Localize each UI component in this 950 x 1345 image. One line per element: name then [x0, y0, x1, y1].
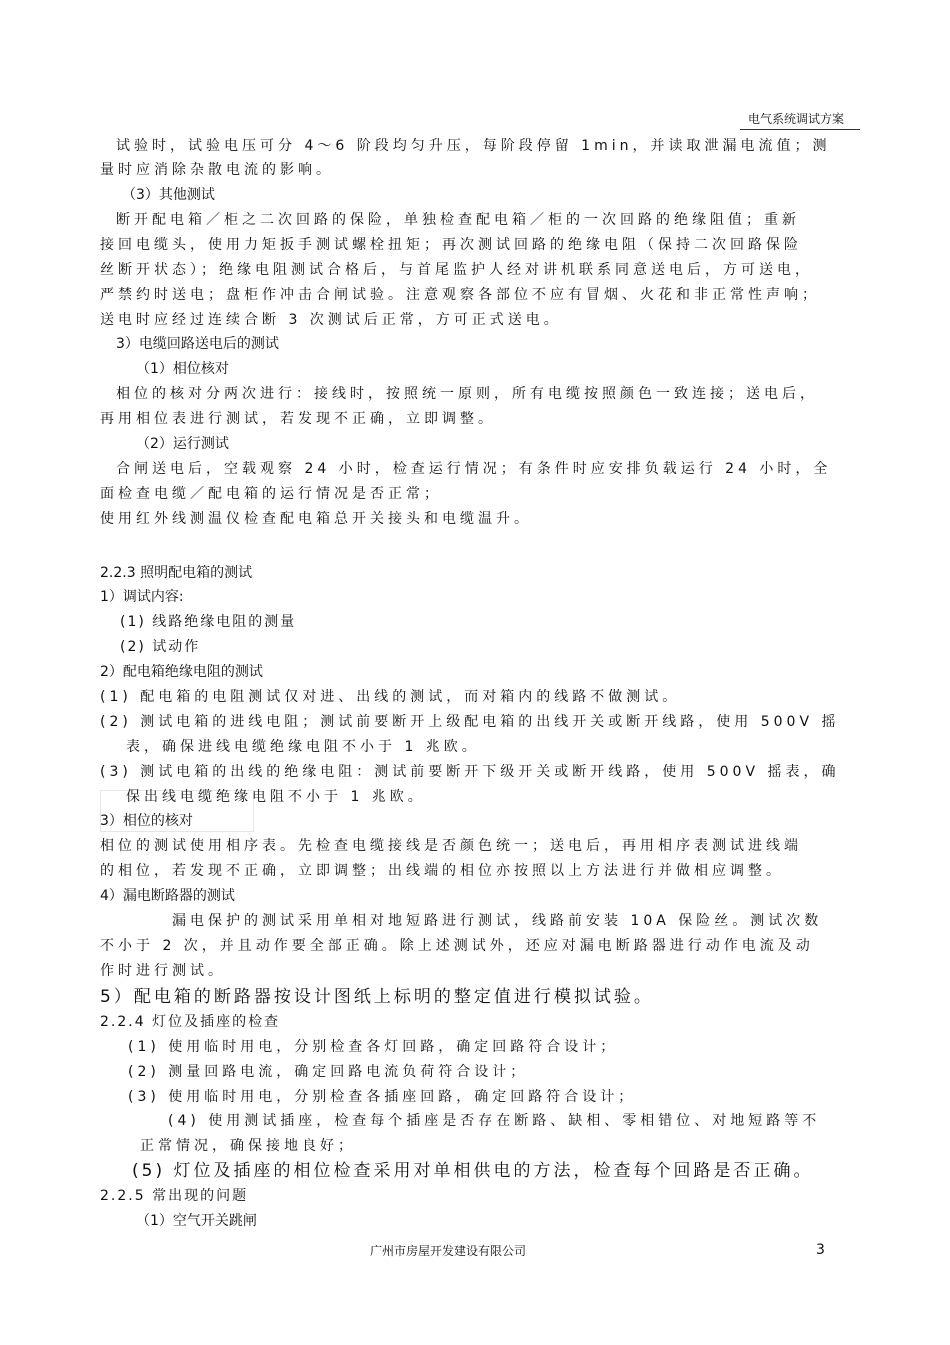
section-heading: （1）空气开关跳闸 [136, 1213, 257, 1229]
list-item: (3) 测试电箱的出线的绝缘电阻：测试前要断开下级开关或断开线路，使用 500V 摇表，确 [100, 764, 840, 780]
text-line: 严禁约时送电；盘柜作冲击合闸试验。注意观察各部位不应有冒烟、火花和非正常性声响； [100, 287, 820, 303]
text-line: 再用相位表进行测试，若发现不正确，立即调整。 [100, 411, 496, 427]
header-rule [740, 129, 860, 130]
list-item: (4) 使用测试插座，检查每个插座是否存在断路、缺相、零相错位、对地短路等不 [168, 1113, 821, 1129]
section-heading: 4）漏电断路器的测试 [100, 888, 235, 904]
section-heading: 3）相位的核对 [100, 813, 193, 829]
text-line: 送电时应经过连续合断 3 次测试后正常，方可正式送电。 [100, 312, 562, 328]
text-line: 量时应消除杂散电流的影响。 [100, 162, 334, 178]
page-number: 3 [816, 1242, 825, 1258]
text-line: 的相位，若发现不正确，立即调整；出线端的相位亦按照以上方法进行并做相应调整。 [100, 863, 784, 879]
text-line: 正常情况，确保接地良好； [140, 1138, 356, 1154]
list-item: (1) 使用临时用电，分别检查各灯回路，确定回路符合设计； [128, 1039, 619, 1055]
text-line: 保出线电缆绝缘电阻不小于 1 兆欧。 [126, 789, 426, 805]
header-title: 电气系统调试方案 [748, 112, 845, 126]
text-line: 漏电保护的测试采用单相对地短路进行测试，线路前安装 10A 保险丝。测试次数 [172, 913, 823, 929]
list-item: (3) 使用临时用电，分别检查各插座回路，确定回路符合设计； [128, 1089, 637, 1105]
text-line: 表，确保进线电缆绝缘电阻不小于 1 兆欧。 [126, 739, 480, 755]
text-line: 相位的核对分两次进行：接线时，按照统一原则，所有电缆按照颜色一致连接；送电后， [116, 386, 818, 402]
list-item: (2) 试动作 [120, 639, 201, 655]
text-line: 丝断开状态）；绝缘电阻测试合格后，与首尾监护人经对讲机联系同意送电后，方可送电， [100, 262, 813, 278]
section-heading: （2）运行测试 [136, 436, 229, 452]
text-line: 使用红外线测温仪检查配电箱总开关接头和电缆温升。 [100, 511, 532, 527]
list-item: (2) 测试电箱的进线电阻；测试前要断开上级配电箱的出线开关或断开线路，使用 500V 摇 [100, 714, 840, 730]
footer-company: 广州市房屋开发建设有限公司 [370, 1244, 527, 1258]
section-heading: 2.2.5 常出现的问题 [100, 1188, 249, 1204]
text-line: 5）配电箱的断路器按设计图纸上标明的整定值进行模拟试验。 [100, 987, 654, 1007]
list-item: (5) 灯位及插座的相位检查采用对单相供电的方法，检查每个回路是否正确。 [132, 1161, 814, 1181]
list-item: (1) 配电箱的电阻测试仅对进、出线的测试，而对箱内的线路不做测试。 [100, 689, 681, 705]
section-heading: 2.2.3 照明配电箱的测试 [100, 565, 253, 581]
text-line: 不小于 2 次，并且动作要全部正确。除上述测试外，还应对漏电断路器进行动作电流及动 [100, 938, 814, 954]
text-line: 断开配电箱／柜之二次回路的保险，单独检查配电箱／柜的一次回路的绝缘阻值；重新 [116, 212, 800, 228]
section-heading: （3）其他测试 [122, 187, 215, 203]
section-heading: 3）电缆回路送电后的测试 [116, 336, 279, 352]
text-line: 作时进行测试。 [100, 963, 226, 979]
section-heading: （1）相位核对 [136, 361, 229, 377]
text-line: 面检查电缆／配电箱的运行情况是否正常； [100, 486, 442, 502]
list-item: (2) 测量回路电流，确定回路电流负荷符合设计； [128, 1064, 529, 1080]
text-line: 合闸送电后，空载观察 24 小时，检查运行情况；有条件时应安排负载运行 24 小时，全 [116, 461, 832, 477]
text-line: 相位的测试使用相序表。先检查电缆接线是否颜色统一；送电后，再用相序表测试进线端 [100, 838, 802, 854]
section-heading: 2）配电箱绝缘电阻的测试 [100, 664, 263, 680]
list-item: (1) 线路绝缘电阻的测量 [120, 614, 297, 630]
section-heading: 1）调试内容: [100, 589, 184, 605]
section-heading: 2.2.4 灯位及插座的检查 [100, 1014, 281, 1030]
text-line: 接回电缆头，使用力矩扳手测试螺栓扭矩；再次测试回路的绝缘电阻（保持二次回路保险 [100, 237, 802, 253]
text-line: 试验时，试验电压可分 4～6 阶段均匀升压，每阶段停留 1min，并读取泄漏电流值；测 [116, 138, 831, 154]
